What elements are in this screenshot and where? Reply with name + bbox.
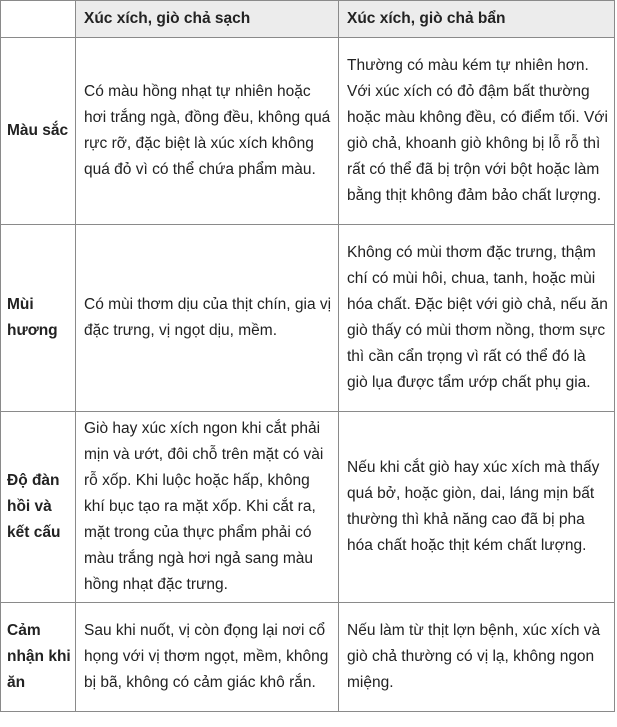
header-empty-cell bbox=[1, 1, 76, 38]
row-label: Mùi hương bbox=[1, 225, 76, 412]
table-row bbox=[1, 412, 615, 603]
dirty-cell: Nếu làm từ thịt lợn bệnh, xúc xích và giò chả thường có vị lạ, không ngon miệng. bbox=[339, 603, 615, 712]
table-row bbox=[1, 225, 615, 412]
row-label: Cảm nhận khi ăn bbox=[1, 603, 76, 712]
dirty-cell: Nếu khi cắt giò hay xúc xích mà thấy quá bở, hoặc giòn, dai, láng mịn bất thường thì khả năng cao đã bị pha hóa chất hoặc thịt kém chất lượng. bbox=[339, 412, 615, 603]
clean-cell: Sau khi nuốt, vị còn đọng lại nơi cổ họng với vị thơm ngọt, mềm, không bị bã, không có cảm giác khô rắn. bbox=[76, 603, 339, 712]
clean-cell: Có màu hồng nhạt tự nhiên hoặc hơi trắng ngà, đồng đều, không quá rực rỡ, đặc biệt là xúc xích không quá đỏ vì có thể chứa phẩm màu. bbox=[76, 38, 339, 225]
row-label: Màu sắc bbox=[1, 38, 76, 225]
clean-cell: Giò hay xúc xích ngon khi cắt phải mịn và ướt, đôi chỗ trên mặt có vài rỗ xốp. Khi luộc hoặc hấp, không khí bục tạo ra mặt xốp. Khi cắt ra, mặt trong của thực phẩm phải có màu trắng ngà hơi ngả sang màu hồng nhạt đặc trưng. bbox=[76, 412, 339, 603]
row-label: Độ đàn hồi và kết cấu bbox=[1, 412, 76, 603]
table-row bbox=[1, 603, 615, 712]
dirty-cell: Thường có màu kém tự nhiên hơn. Với xúc xích có đỏ đậm bất thường hoặc màu không đều, có điểm tối. Với giò chả, khoanh giò không bị lỗ rỗ thì rất có thể đã bị trộn với bột hoặc làm bằng thịt không đảm bảo chất lượng. bbox=[339, 38, 615, 225]
header-row bbox=[1, 1, 615, 38]
dirty-cell: Không có mùi thơm đặc trưng, thậm chí có mùi hôi, chua, tanh, hoặc mùi hóa chất. Đặc biệt với giò chả, nếu ăn giò thấy có mùi thơm nồng, thơm sực thì cần cẩn trọng vì rất có thể đó là giò lụa được tẩm ướp chất phụ gia. bbox=[339, 225, 615, 412]
clean-cell: Có mùi thơm dịu của thịt chín, gia vị đặc trưng, vị ngọt dịu, mềm. bbox=[76, 225, 339, 412]
header-clean: Xúc xích, giò chả sạch bbox=[76, 1, 339, 38]
table-row bbox=[1, 38, 615, 225]
header-dirty: Xúc xích, giò chả bẩn bbox=[339, 1, 615, 38]
